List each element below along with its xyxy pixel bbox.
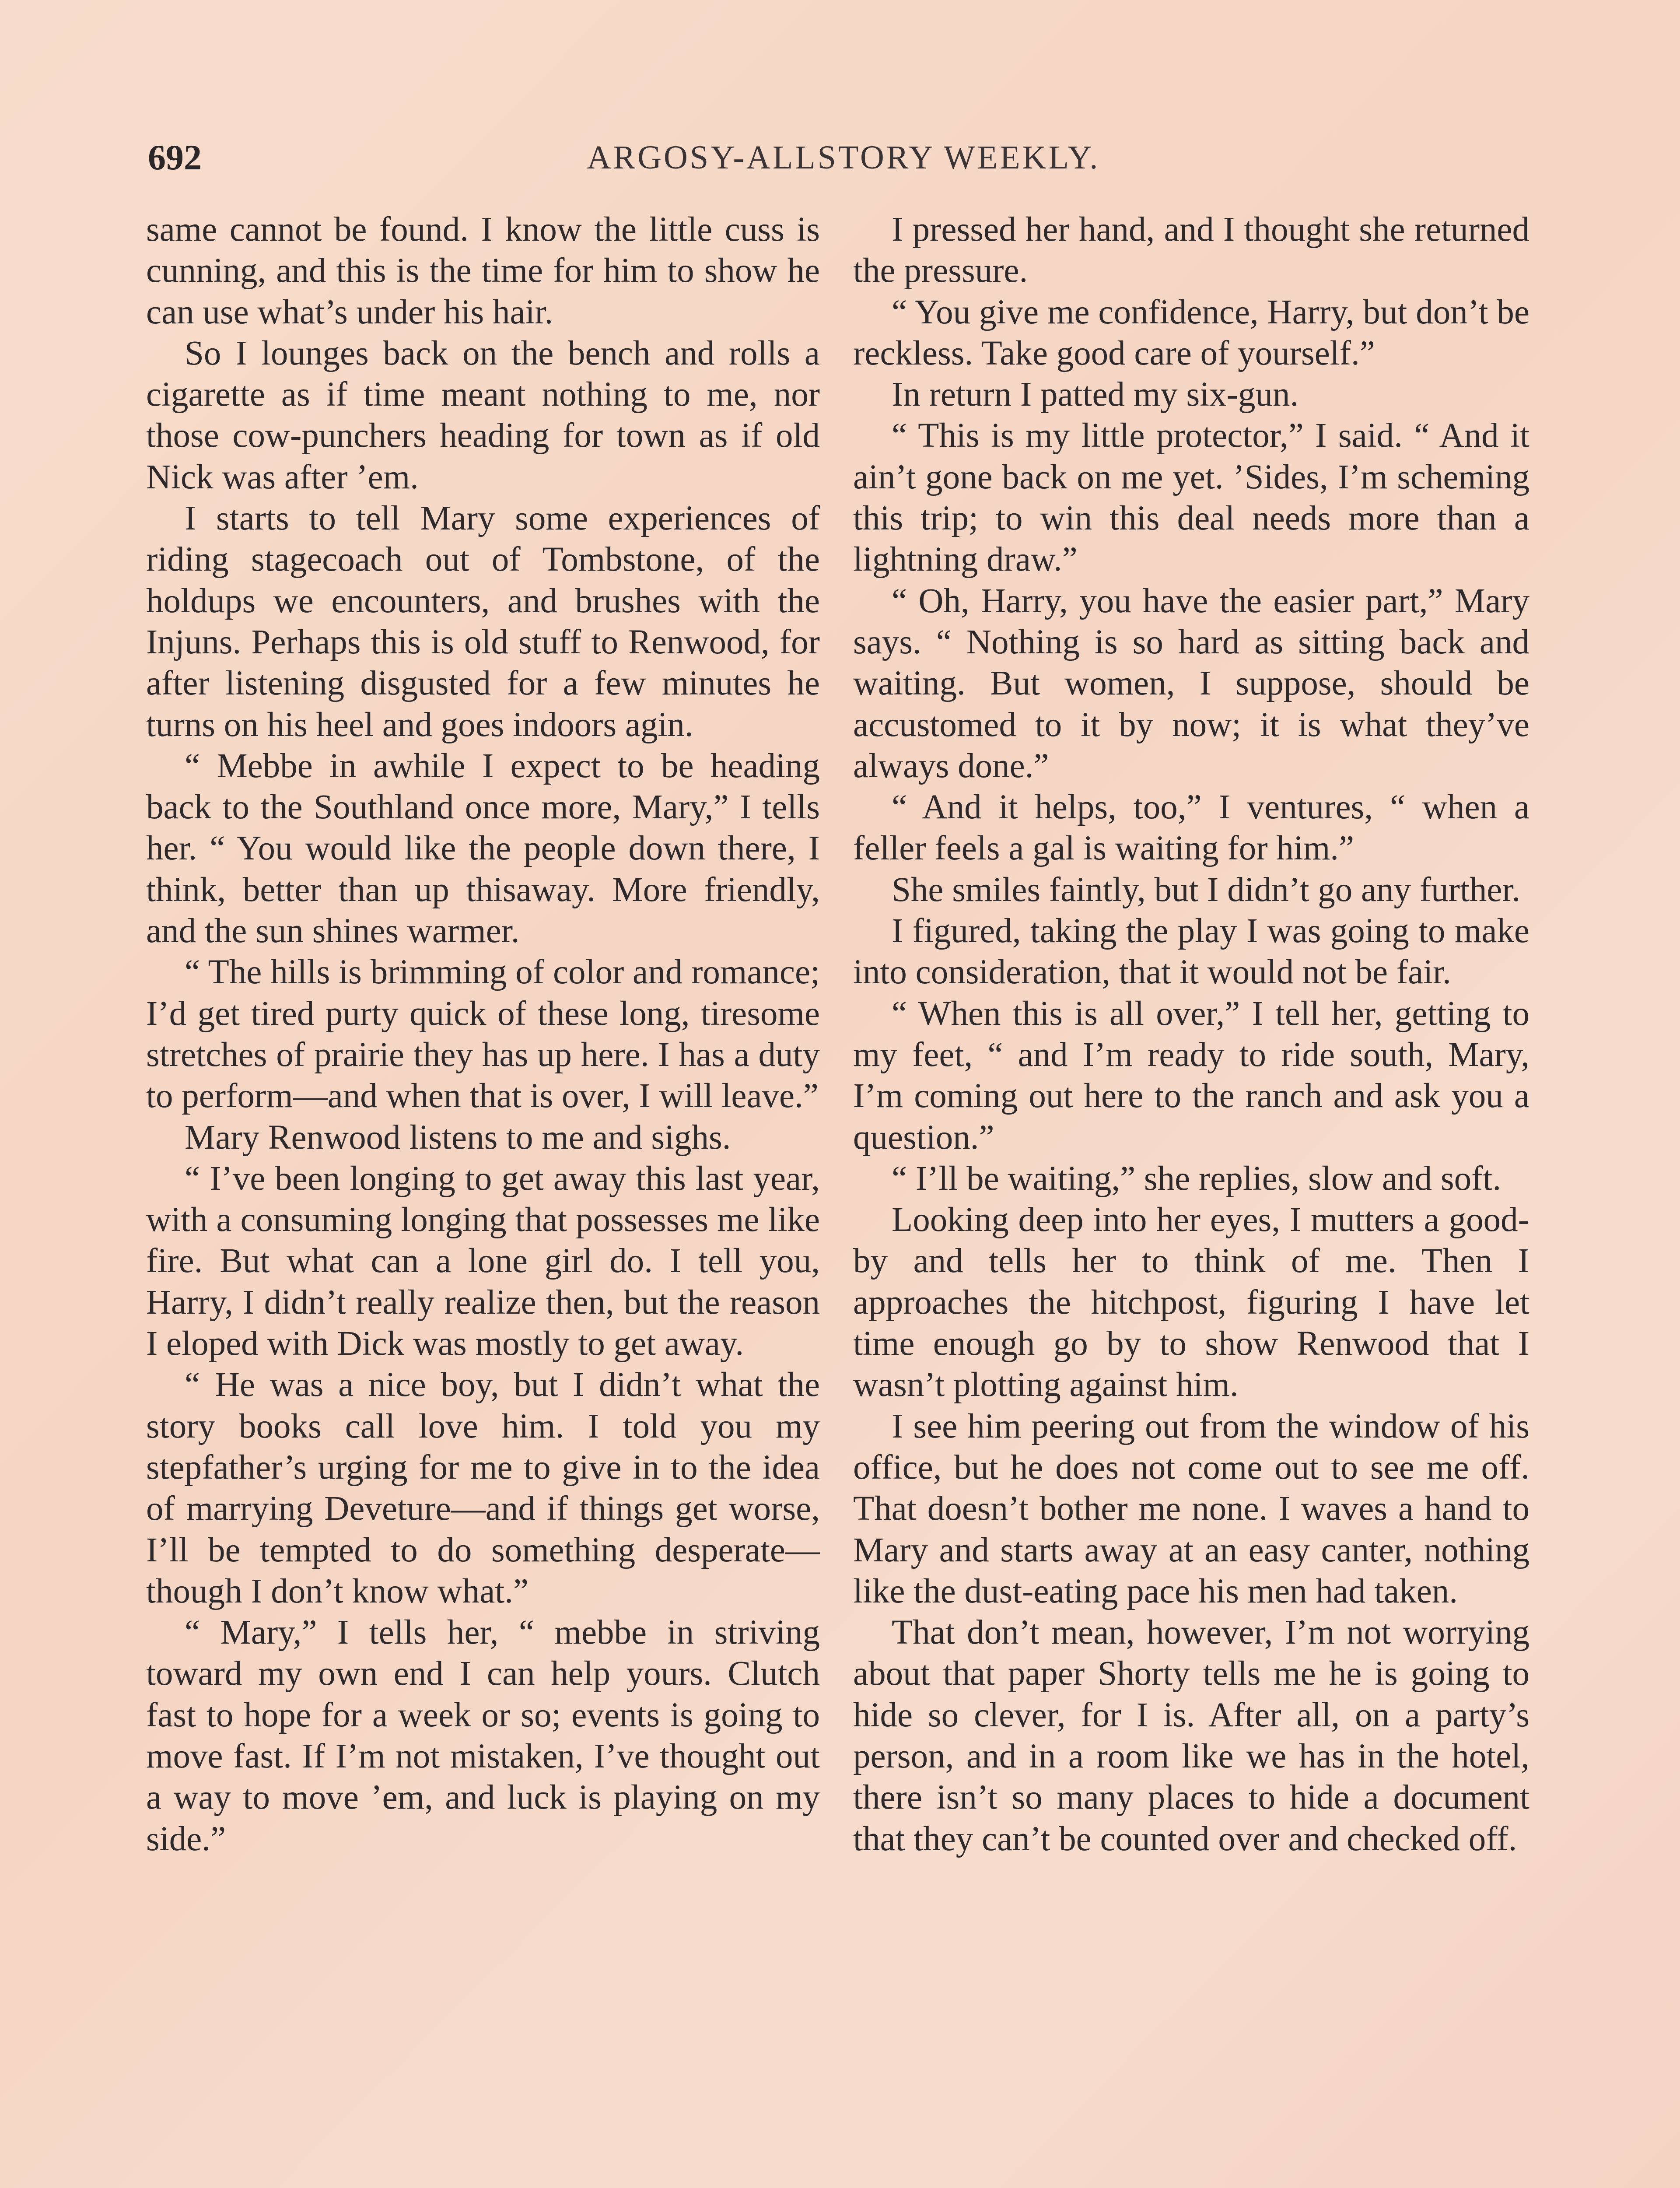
paragraph: I figured, taking the play I was going to make into consideration, that it would not be fair. <box>853 912 1530 992</box>
paragraph: I pressed her hand, and I thought she returned the pressure. <box>853 210 1530 290</box>
paragraph: “ I’ll be waiting,” she replies, slow and soft. <box>892 1159 1502 1198</box>
paragraph: “ Mebbe in awhile I expect to be heading back to the Southland once more, Mary,” I tells her. “ You would like the people down there, I think, better than up thisaway. More friendly, and the sun shines warmer. <box>146 747 820 950</box>
right-column <box>853 209 1530 2188</box>
paragraph: “ He was a nice boy, but I didn’t what the story books call love him. I told you my stepfather’s urging for me to give in to the idea of marrying Deveture—and if things get worse, I’ll be tempted to do something desperate—though I don’t know what.” <box>146 1366 820 1610</box>
paragraph: same cannot be found. I know the little cuss is cunning, and this is the time for him to show he can use what’s under his hair. <box>146 210 820 331</box>
page-number: 692 <box>148 137 202 177</box>
running-head <box>148 131 1539 184</box>
paragraph: “ And it helps, too,” I ventures, “ when a feller feels a gal is waiting for him.” <box>853 788 1530 868</box>
paragraph: “ You give me confidence, Harry, but don’t be reckless. Take good care of yourself.” <box>853 293 1530 372</box>
paragraph: I starts to tell Mary some experiences of riding stagecoach out of Tombstone, of the holdups we encounters, and brushes with the Injuns. Perhaps this is old stuff to Renwood, for after listening disgusted for a few minutes he turns on his heel and goes indoors agin. <box>146 499 820 744</box>
paragraph: “ When this is all over,” I tell her, getting to my feet, “ and I’m ready to ride south, Mary, I’m coming out here to the ranch and ask you a question.” <box>853 994 1530 1157</box>
paragraph: So I lounges back on the bench and rolls a cigarette as if time meant nothing to me, nor those cow-punchers heading for town as if old Nick was after ’em. <box>146 334 820 496</box>
paragraph: “ This is my little protector,” I said. “ And it ain’t gone back on me yet. ’Sides, I’m scheming this trip; to win this deal needs more than a lightning draw.” <box>853 417 1530 579</box>
paragraph: “ I’ve been longing to get away this last year, with a consuming longing that possesses me like fire. But what can a lone girl do. I tell you, Harry, I didn’t really realize then, but the reason I eloped with Dick was mostly to get away. <box>146 1159 820 1363</box>
paragraph: “ Oh, Harry, you have the easier part,” Mary says. “ Nothing is so hard as sitting back and waiting. But women, I suppose, should be accustomed to it by now; it is what they’ve always done.” <box>853 582 1530 785</box>
paragraph: “ Mary,” I tells her, “ mebbe in striving toward my own end I can help yours. Clutch fast to hope for a week or so; events is going to move fast. If I’m not mistaken, I’ve thought out a way to move ’em, and luck is playing on my side.” <box>146 1613 820 1858</box>
paragraph: That don’t mean, however, I’m not worrying about that paper Shorty tells me he is going to hide so clever, for I is. After all, on a party’s person, and in a room like we has in the hotel, there isn’t so many places to hide a document that they can’t be counted over and checked off. <box>853 1613 1530 1858</box>
paragraph: In return I patted my six-gun. <box>892 375 1299 414</box>
paragraph: Mary Renwood listens to me and sighs. <box>185 1118 731 1157</box>
magazine-title: ARGOSY-ALLSTORY WEEKLY. <box>587 139 1100 176</box>
paragraph: I see him peering out from the window of his office, but he does not come out to see me off. That doesn’t bother me none. I waves a hand to Mary and starts away at an easy canter, nothing like the dust-eating pace his men had taken. <box>853 1407 1530 1610</box>
paragraph: “ The hills is brimming of color and romance; I’d get tired purty quick of these long, tiresome stretches of prairie they has up here. I has a duty to perform—and when that is over, I will leave.” <box>146 953 820 1115</box>
paragraph: Looking deep into her eyes, I mutters a good-by and tells her to think of me. Then I approaches the hitchpost, figuring I have let time enough go by to show Renwood that I wasn’t plotting against him. <box>853 1201 1530 1404</box>
left-column <box>146 209 820 2188</box>
paragraph: She smiles faintly, but I didn’t go any further. <box>892 870 1521 909</box>
